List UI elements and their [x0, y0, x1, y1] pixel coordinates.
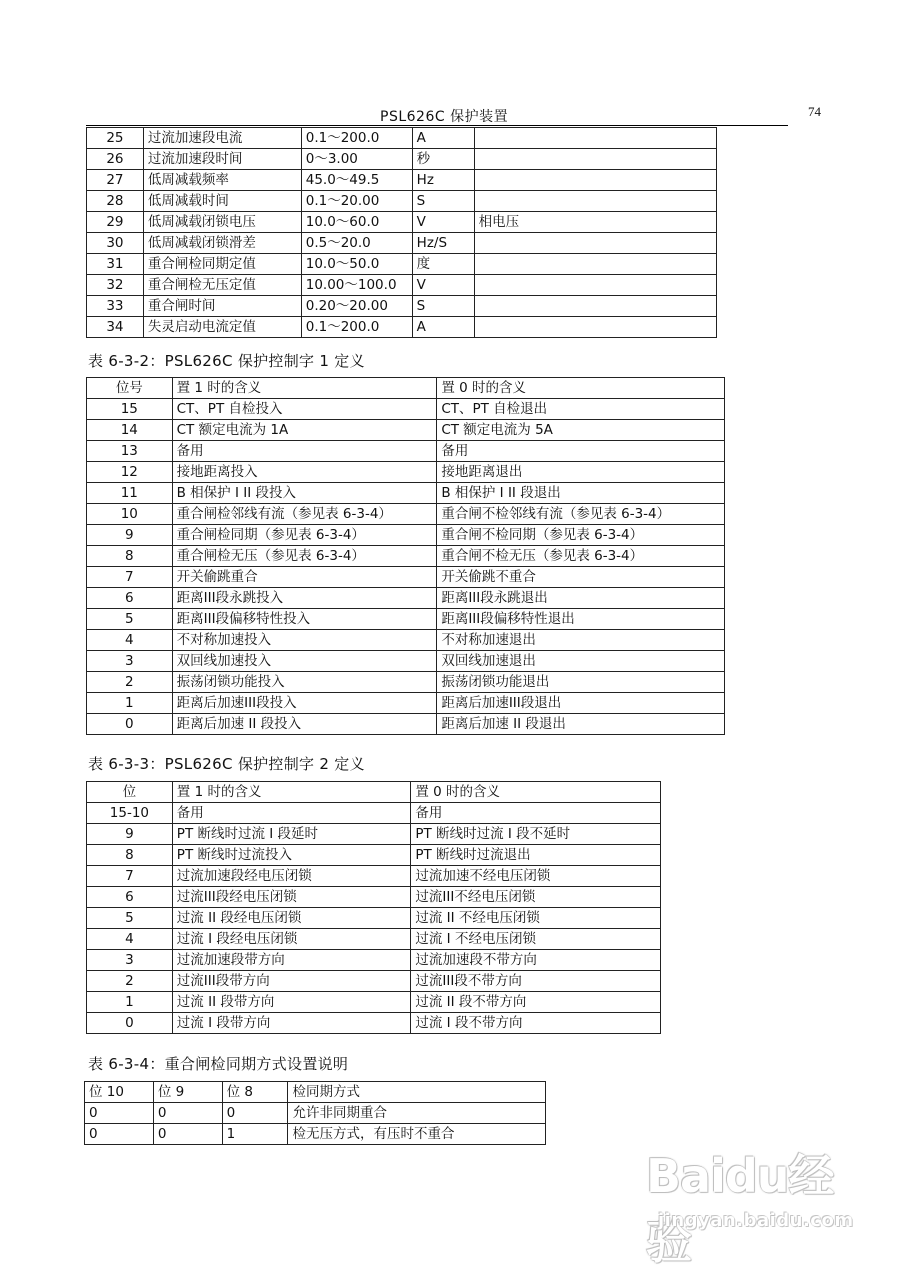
table-cell: 距离III段永跳退出: [437, 588, 725, 609]
table-cell: CT、PT 自检退出: [437, 399, 725, 420]
table-cell: 3: [87, 651, 173, 672]
table-cell: 重合闸检无压（参见表 6-3-4）: [172, 546, 437, 567]
table-cell: 10: [87, 504, 173, 525]
table-row: [87, 651, 725, 672]
table-cell: V: [412, 212, 474, 233]
table-cell: [474, 233, 716, 254]
sync-check-mode-body: [85, 1103, 546, 1145]
table-cell: CT、PT 自检投入: [172, 399, 437, 420]
table-row: [87, 296, 717, 317]
table-cell: 相电压: [474, 212, 716, 233]
table-cell: 10.0～60.0: [301, 212, 412, 233]
table-cell: 过流 II 不经电压闭锁: [411, 908, 661, 929]
table-cell: 13: [87, 441, 173, 462]
table-header-cell: 置 1 时的含义: [172, 378, 437, 399]
table-cell: 不对称加速退出: [437, 630, 725, 651]
table-cell: 过流III段带方向: [172, 971, 411, 992]
table-cell: 低周减载频率: [143, 170, 301, 191]
table-cell: 接地距离投入: [172, 462, 437, 483]
table4-caption: 表 6-3-4：重合闸检同期方式设置说明: [88, 1055, 349, 1073]
table-row: [87, 170, 717, 191]
table-row: [87, 672, 725, 693]
table-cell: 低周减载闭锁电压: [143, 212, 301, 233]
table-cell: 接地距离退出: [437, 462, 725, 483]
table-header-row: [85, 1082, 546, 1103]
table-cell: 过流加速段时间: [143, 149, 301, 170]
table-cell: 33: [87, 296, 144, 317]
watermark-logo-text: Baidu经验: [646, 1149, 834, 1269]
table-cell: 7: [87, 866, 173, 887]
table-cell: [474, 254, 716, 275]
table-cell: 过流加速段带方向: [172, 950, 411, 971]
table-row: [87, 693, 725, 714]
table-cell: 过流 II 段不带方向: [411, 992, 661, 1013]
table-cell: 30: [87, 233, 144, 254]
table-cell: 过流 I 段经电压闭锁: [172, 929, 411, 950]
table-cell: 0: [85, 1103, 154, 1124]
table2-caption: 表 6-3-2：PSL626C 保护控制字 1 定义: [88, 352, 365, 370]
table-cell: 34: [87, 317, 144, 338]
table-cell: 过流III不经电压闭锁: [411, 887, 661, 908]
table-row: [87, 588, 725, 609]
table-cell: 重合闸不检同期（参见表 6-3-4）: [437, 525, 725, 546]
table-cell: 过流 I 段带方向: [172, 1013, 411, 1034]
table-cell: S: [412, 191, 474, 212]
table-row: [87, 971, 661, 992]
sync-check-mode-table: [84, 1081, 546, 1145]
table-cell: 0: [85, 1124, 154, 1145]
table-row: [87, 950, 661, 971]
table-cell: 1: [87, 992, 173, 1013]
header-rule: [86, 125, 788, 126]
table-cell: 重合闸检邻线有流（参见表 6-3-4）: [172, 504, 437, 525]
table-cell: PT 断线时过流退出: [411, 845, 661, 866]
control-word-2-table: [86, 781, 661, 1034]
table-row: [87, 1013, 661, 1034]
control-word-2-header: [87, 782, 661, 803]
table-cell: 距离后加速III段投入: [172, 693, 437, 714]
table-cell: 7: [87, 567, 173, 588]
table-cell: 过流 II 段经电压闭锁: [172, 908, 411, 929]
table-cell: 15-10: [87, 803, 173, 824]
table-cell: [474, 170, 716, 191]
table-cell: 备用: [172, 441, 437, 462]
sync-check-mode-header: [85, 1082, 546, 1103]
table-cell: 备用: [411, 803, 661, 824]
table-cell: 0.20～20.00: [301, 296, 412, 317]
table-cell: 4: [87, 929, 173, 950]
table-row: [87, 714, 725, 735]
table-cell: 0: [222, 1103, 288, 1124]
table-cell: 开关偷跳不重合: [437, 567, 725, 588]
table-cell: 25: [87, 128, 144, 149]
table-cell: 15: [87, 399, 173, 420]
table-row: [87, 824, 661, 845]
table-cell: B 相保护 I II 段投入: [172, 483, 437, 504]
table-cell: 重合闸检无压定值: [143, 275, 301, 296]
table-cell: Hz/S: [412, 233, 474, 254]
table-row: [87, 567, 725, 588]
table-row: [87, 483, 725, 504]
table-header-cell: 置 0 时的含义: [437, 378, 725, 399]
table-cell: CT 额定电流为 1A: [172, 420, 437, 441]
table-cell: 8: [87, 546, 173, 567]
table-cell: 0.1～200.0: [301, 317, 412, 338]
table-cell: 过流 I 段不带方向: [411, 1013, 661, 1034]
table-row: [85, 1124, 546, 1145]
table-cell: 5: [87, 908, 173, 929]
table-row: [87, 254, 717, 275]
table-cell: 距离后加速 II 段退出: [437, 714, 725, 735]
table-cell: 10.00～100.0: [301, 275, 412, 296]
table-header-cell: 置 0 时的含义: [411, 782, 661, 803]
table-cell: 0～3.00: [301, 149, 412, 170]
table-cell: 距离后加速III段退出: [437, 693, 725, 714]
table3-caption: 表 6-3-3：PSL626C 保护控制字 2 定义: [88, 755, 365, 773]
table-cell: 重合闸时间: [143, 296, 301, 317]
table-row: [87, 149, 717, 170]
table-cell: [474, 191, 716, 212]
table-cell: 31: [87, 254, 144, 275]
table-cell: A: [412, 317, 474, 338]
table-cell: 0: [87, 1013, 173, 1034]
table-cell: V: [412, 275, 474, 296]
table-row: [87, 845, 661, 866]
table-cell: 失灵启动电流定值: [143, 317, 301, 338]
table-cell: 过流加速段经电压闭锁: [172, 866, 411, 887]
table-cell: [474, 296, 716, 317]
table-cell: 0: [87, 714, 173, 735]
table-cell: 不对称加速投入: [172, 630, 437, 651]
table-cell: 0: [153, 1103, 222, 1124]
table-cell: 0.1～200.0: [301, 128, 412, 149]
table-cell: 5: [87, 609, 173, 630]
table-row: [87, 462, 725, 483]
table-cell: 距离后加速 II 段投入: [172, 714, 437, 735]
table-cell: 10.0～50.0: [301, 254, 412, 275]
table-cell: CT 额定电流为 5A: [437, 420, 725, 441]
table-cell: 秒: [412, 149, 474, 170]
table-cell: 低周减载闭锁滑差: [143, 233, 301, 254]
table-row: [85, 1103, 546, 1124]
table-header-cell: 位号: [87, 378, 173, 399]
table-row: [87, 609, 725, 630]
table-cell: 1: [87, 693, 173, 714]
table-cell: 开关偷跳重合: [172, 567, 437, 588]
table-cell: A: [412, 128, 474, 149]
table-row: [87, 630, 725, 651]
table-cell: 度: [412, 254, 474, 275]
table-cell: 6: [87, 887, 173, 908]
table-cell: 过流 I 不经电压闭锁: [411, 929, 661, 950]
table-row: [87, 233, 717, 254]
table-cell: 备用: [437, 441, 725, 462]
table-cell: 4: [87, 630, 173, 651]
table-header-cell: 置 1 时的含义: [172, 782, 411, 803]
table-header-cell: 位: [87, 782, 173, 803]
table-row: [87, 546, 725, 567]
table-cell: 重合闸不检邻线有流（参见表 6-3-4）: [437, 504, 725, 525]
table-cell: B 相保护 I II 段退出: [437, 483, 725, 504]
table-cell: 9: [87, 824, 173, 845]
table-row: [87, 992, 661, 1013]
table-cell: 12: [87, 462, 173, 483]
table-header-cell: 位 8: [222, 1082, 288, 1103]
table-cell: PT 断线时过流 I 段延时: [172, 824, 411, 845]
page-number: 74: [808, 104, 821, 119]
table-cell: 过流III段不带方向: [411, 971, 661, 992]
table-row: [87, 128, 717, 149]
table-row: [87, 212, 717, 233]
page-header-title: PSL626C 保护装置: [380, 109, 509, 125]
table-header-cell: 位 10: [85, 1082, 154, 1103]
table-cell: 重合闸检同期定值: [143, 254, 301, 275]
table-cell: 28: [87, 191, 144, 212]
table-cell: 过流加速段电流: [143, 128, 301, 149]
table-row: [87, 191, 717, 212]
table-cell: 26: [87, 149, 144, 170]
table-row: [87, 887, 661, 908]
table-row: [87, 866, 661, 887]
table-cell: [474, 149, 716, 170]
control-word-1-header: [87, 378, 725, 399]
table-cell: 14: [87, 420, 173, 441]
table-row: [87, 441, 725, 462]
table-cell: 过流加速不经电压闭锁: [411, 866, 661, 887]
table-cell: 重合闸不检无压（参见表 6-3-4）: [437, 546, 725, 567]
table-row: [87, 504, 725, 525]
table-cell: PT 断线时过流 I 段不延时: [411, 824, 661, 845]
table-cell: 8: [87, 845, 173, 866]
table-cell: [474, 275, 716, 296]
table-row: [87, 317, 717, 338]
table-cell: 重合闸检同期（参见表 6-3-4）: [172, 525, 437, 546]
table-row: [87, 908, 661, 929]
table-cell: 振荡闭锁功能投入: [172, 672, 437, 693]
control-word-2-body: [87, 803, 661, 1034]
table-row: [87, 525, 725, 546]
table-cell: 距离III段永跳投入: [172, 588, 437, 609]
table-cell: 29: [87, 212, 144, 233]
table-cell: 距离III段偏移特性投入: [172, 609, 437, 630]
table-cell: 9: [87, 525, 173, 546]
table-row: [87, 420, 725, 441]
table-cell: 0.5～20.0: [301, 233, 412, 254]
table-row: [87, 803, 661, 824]
table-cell: 27: [87, 170, 144, 191]
table-header-cell: 检同期方式: [288, 1082, 546, 1103]
table-cell: 2: [87, 672, 173, 693]
baidu-jingyan-watermark: [646, 1140, 866, 1269]
table-cell: 2: [87, 971, 173, 992]
watermark-url: jingyan.baidu.com: [658, 1210, 854, 1231]
table-cell: [474, 317, 716, 338]
table-cell: 6: [87, 588, 173, 609]
table-cell: 振荡闭锁功能退出: [437, 672, 725, 693]
table-header-cell: 位 9: [153, 1082, 222, 1103]
table-header-row: [87, 378, 725, 399]
table-cell: 允许非同期重合: [288, 1103, 546, 1124]
table-cell: PT 断线时过流投入: [172, 845, 411, 866]
table-cell: 距离III段偏移特性退出: [437, 609, 725, 630]
table-cell: 32: [87, 275, 144, 296]
table-cell: 备用: [172, 803, 411, 824]
settings-table-body: [87, 128, 717, 338]
table-cell: 双回线加速退出: [437, 651, 725, 672]
table-cell: 检无压方式，有压时不重合: [288, 1124, 546, 1145]
table-cell: 0.1～20.00: [301, 191, 412, 212]
table-header-row: [87, 782, 661, 803]
table-cell: 过流加速段不带方向: [411, 950, 661, 971]
control-word-1-body: [87, 399, 725, 735]
table-cell: 3: [87, 950, 173, 971]
table-cell: 双回线加速投入: [172, 651, 437, 672]
table-row: [87, 929, 661, 950]
table-cell: Hz: [412, 170, 474, 191]
table-cell: 过流 II 段带方向: [172, 992, 411, 1013]
table-cell: 45.0～49.5: [301, 170, 412, 191]
table-cell: S: [412, 296, 474, 317]
control-word-1-table: [86, 377, 725, 735]
table-cell: 过流III段经电压闭锁: [172, 887, 411, 908]
table-row: [87, 275, 717, 296]
table-cell: 低周减载时间: [143, 191, 301, 212]
settings-table: [86, 127, 717, 338]
table-cell: 1: [222, 1124, 288, 1145]
table-cell: 11: [87, 483, 173, 504]
table-cell: 0: [153, 1124, 222, 1145]
table-row: [87, 399, 725, 420]
table-cell: [474, 128, 716, 149]
